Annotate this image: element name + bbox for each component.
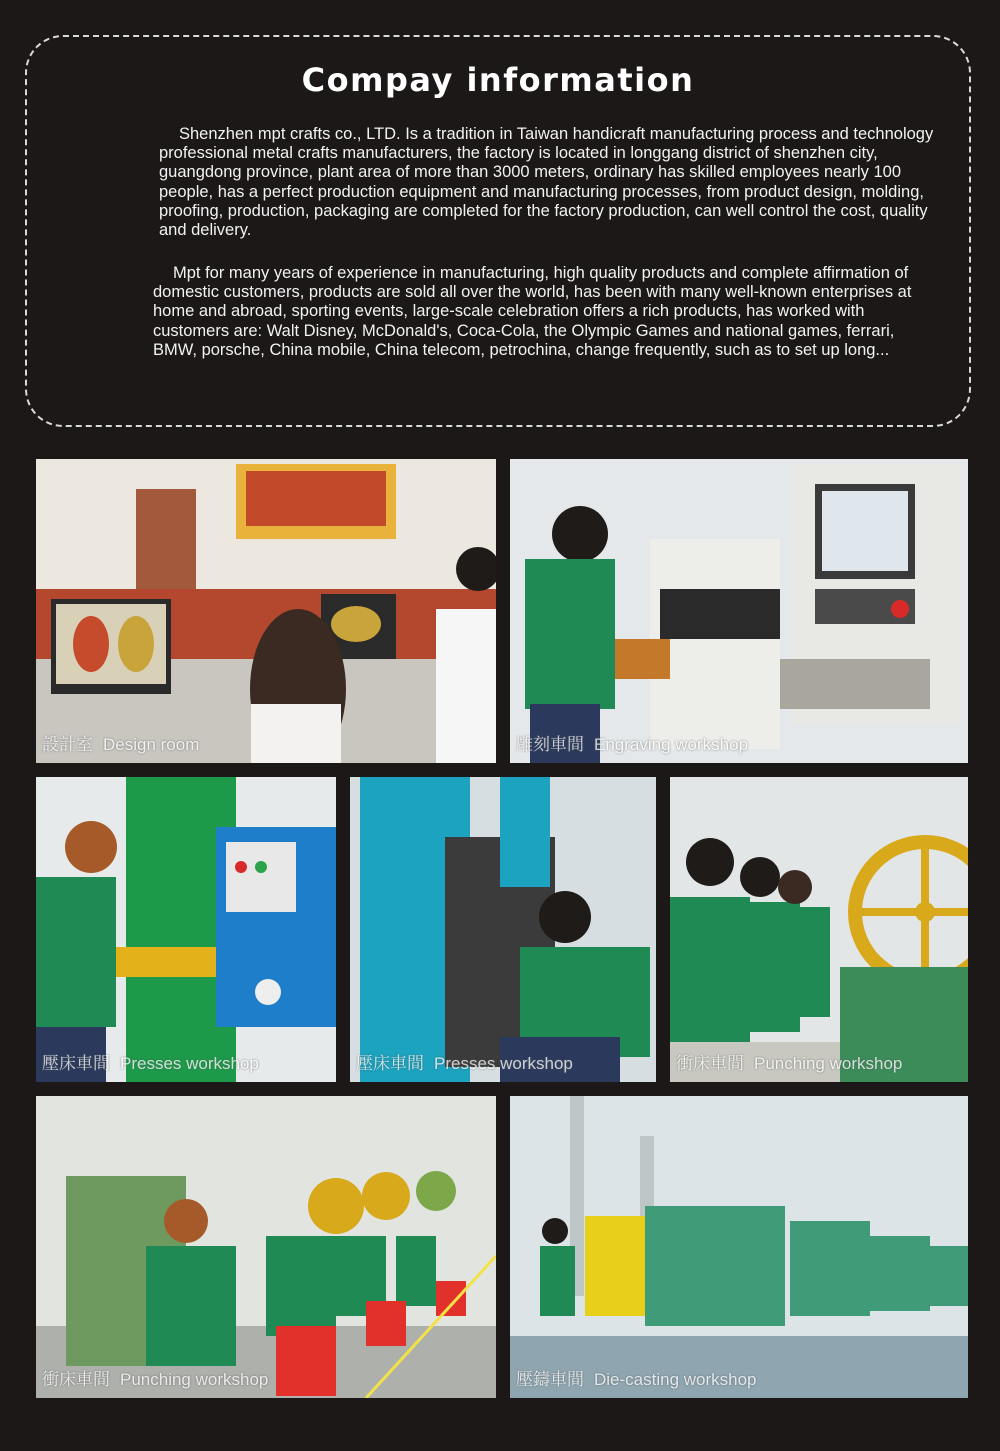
photo-caption: [676, 1049, 902, 1074]
photo-caption: [42, 730, 199, 755]
caption-cn: 衝床車間: [676, 1054, 744, 1073]
caption-en: Design room: [103, 735, 200, 754]
photo-presses-workshop-1: [36, 777, 336, 1082]
info-paragraph-2: [153, 264, 939, 360]
photo-engraving-workshop: [510, 459, 968, 763]
caption-cn: 壓鑄車間: [516, 1370, 584, 1389]
caption-en: Punching workshop: [120, 1370, 269, 1389]
info-paragraph-1: [159, 125, 949, 240]
photo-punching-workshop-2: [36, 1096, 496, 1398]
photo-design-room: [36, 459, 496, 763]
caption-en: Punching workshop: [754, 1054, 903, 1073]
caption-cn: 設計室: [42, 735, 93, 754]
punching-illustration-1: [670, 777, 968, 1082]
caption-en: Presses workshop: [120, 1054, 259, 1073]
caption-en: Engraving workshop: [594, 735, 749, 754]
caption-en: Presses workshop: [434, 1054, 573, 1073]
presses-illustration-1: [36, 777, 336, 1082]
photo-caption: [516, 1365, 757, 1390]
photo-caption: [42, 1049, 259, 1074]
photo-punching-workshop-1: [670, 777, 968, 1082]
info-paragraph-2-text: Mpt for many years of experience in manufacturing, high quality products and complete affirmation of domestic customers, products are sold all over the world, has been with many well-known enterprises at home and abroad, sporting events, large-scale celebration offers a rich products, has worked with customers are: Walt Disney, McDonald's, Coca-Cola, the Olympic Games and national games, ferrari, BMW, porsche, China mobile, China telecom, petrochina, change frequently, such as to set up long...: [153, 264, 912, 359]
caption-cn: 雕刻車間: [516, 735, 584, 754]
info-title: Compay information: [301, 61, 695, 99]
info-paragraph-1-text: Shenzhen mpt crafts co., LTD. Is a tradition in Taiwan handicraft manufacturing process and technology professional metal crafts manufacturers, the factory is located in longgang district of shenzhen city, guangdong province, plant area of more than 3000 meters, ordinary has skilled employees nearly 100 people, has a perfect production equipment and manufacturing processes, from product design, molding, proofing, production, packaging are completed for the factory production, can well control the cost, quality and delivery.: [159, 125, 934, 240]
caption-cn: 壓床車間: [42, 1054, 110, 1073]
caption-en: Die-casting workshop: [594, 1370, 757, 1389]
design-room-illustration: [36, 459, 496, 763]
photo-caption: [42, 1365, 268, 1390]
photo-presses-workshop-2: [350, 777, 656, 1082]
die-casting-illustration: [510, 1096, 968, 1398]
photo-die-casting-workshop: [510, 1096, 968, 1398]
engraving-illustration: [510, 459, 968, 763]
photo-caption: [516, 730, 748, 755]
company-info-panel: [25, 35, 971, 427]
photo-caption: [356, 1049, 573, 1074]
caption-cn: 衝床車間: [42, 1370, 110, 1389]
caption-cn: 壓床車間: [356, 1054, 424, 1073]
presses-illustration-2: [350, 777, 656, 1082]
punching-illustration-2: [36, 1096, 496, 1398]
